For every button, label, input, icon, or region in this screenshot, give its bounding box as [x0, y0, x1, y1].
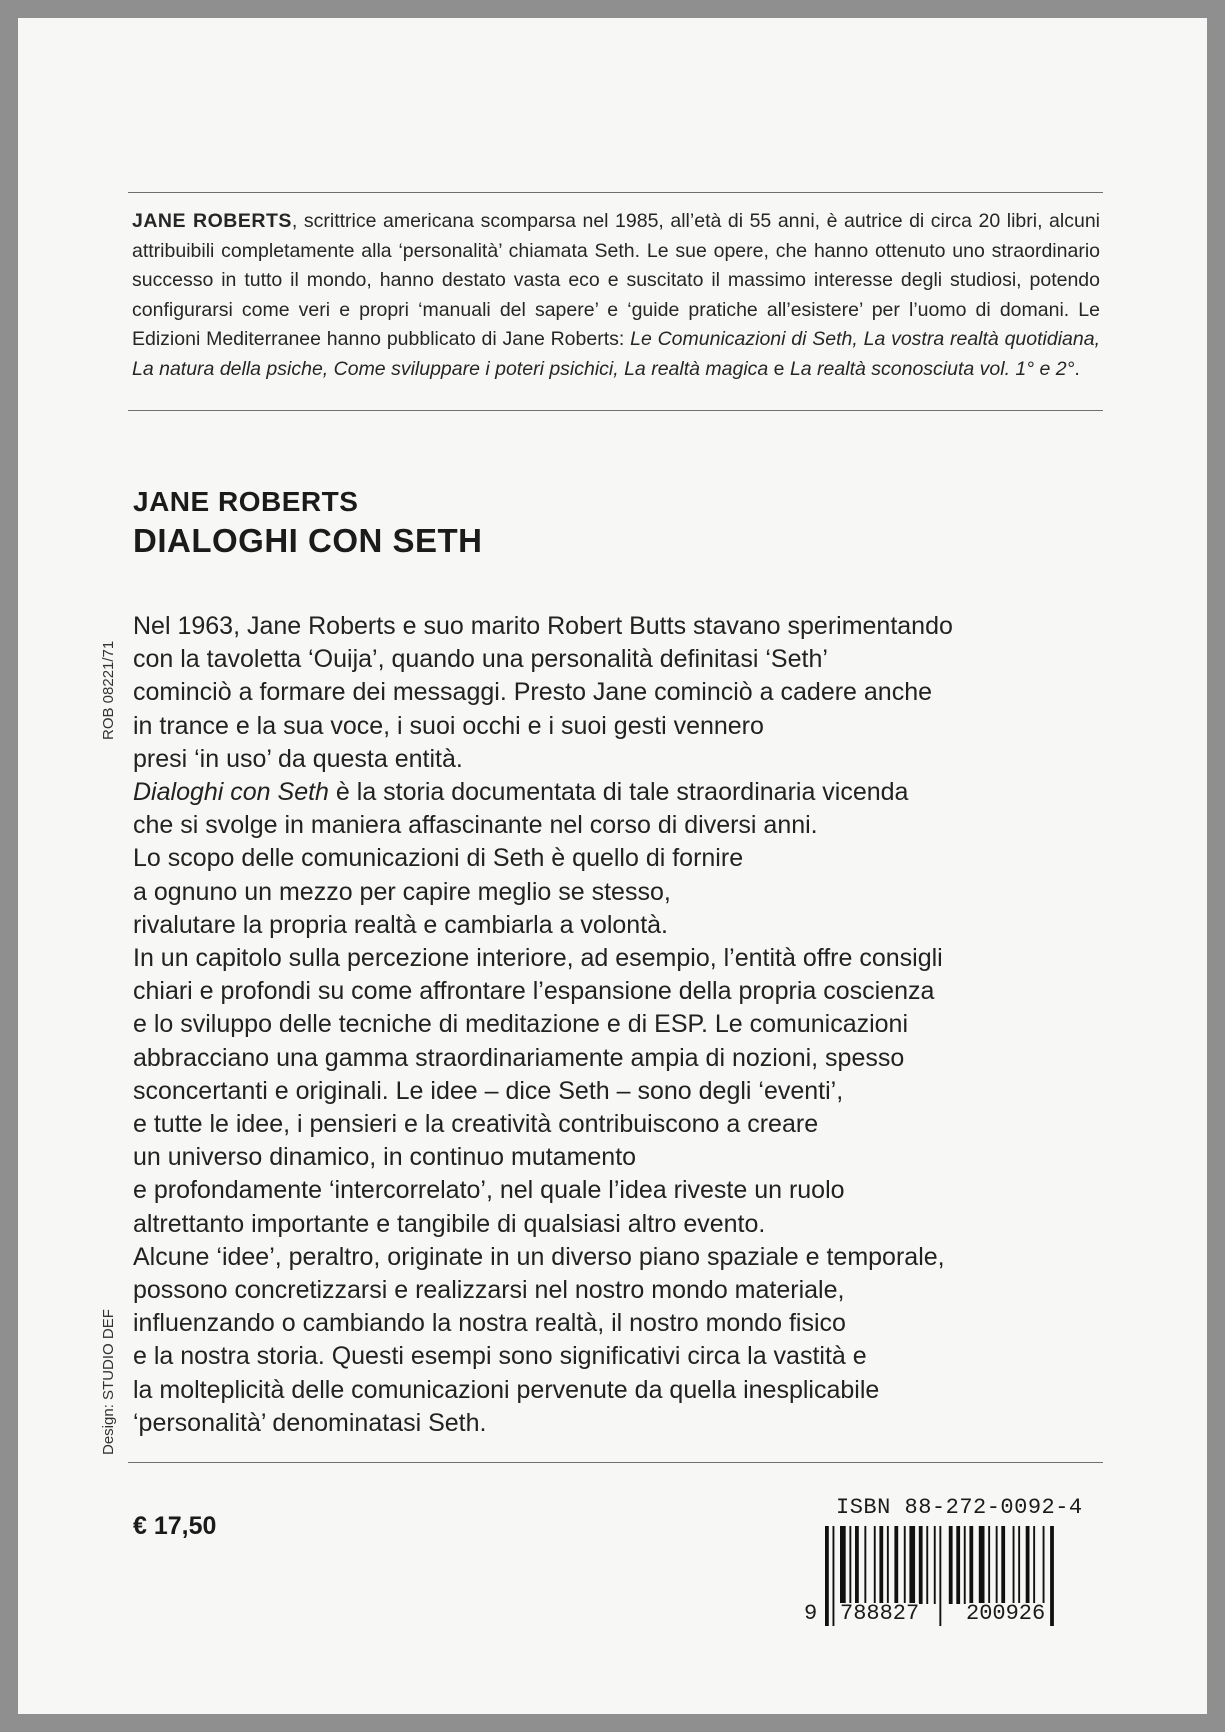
description-line: In un capitolo sulla percezione interiore, ad esempio, l’entità offre consigli — [133, 944, 943, 973]
barcode-bar — [969, 1526, 973, 1604]
barcode-bar — [939, 1526, 941, 1626]
bio-last-title: La realtà sconosciuta vol. 1° e 2° — [789, 357, 1075, 380]
bio-titles: Le Comunicazioni di Seth, La vostra realtà quotidiana, La natura della psiche, Come sviluppare i poteri psichici, La realtà magica — [132, 328, 1100, 380]
description-line: possono concretizzarsi e realizzarsi nel nostro mondo materiale, — [133, 1276, 845, 1305]
description-line: in trance e la sua voce, i suoi occhi e i suoi gesti vennero — [133, 711, 764, 740]
bio-text: , scrittrice americana scomparsa nel 1985, all’età di 55 anni, è autrice di circa 20 libri, alcuni attribuibili completamente alla ‘personalità’ chiamata Seth. Le sue opere, che hanno ottenuto uno straordinario successo in tutto il mondo, hanno destato vasta eco e suscitato il massimo interesse degli studiosi, potendo configurarsi come veri e propri ‘manuali del sapere’ e ‘guide pratiche all’esistere’ per l’uomo di domani. Le Edizioni Mediterranee hanno pubblicato di Jane Roberts: — [132, 210, 1100, 350]
barcode-bar — [1018, 1526, 1020, 1604]
barcode-bar — [909, 1526, 915, 1604]
description-line: sconcertanti e originali. Le idee – dice Seth – sono degli ‘eventi’, — [133, 1076, 844, 1105]
description-line: Nel 1963, Jane Roberts e suo marito Robert Butts stavano sperimentando — [133, 612, 953, 640]
barcode-bar — [879, 1526, 883, 1604]
description-italic-title: Dialoghi con Seth — [133, 778, 329, 807]
barcode-bar — [964, 1526, 966, 1604]
description-line — [133, 776, 1103, 809]
description-line: e la nostra storia. Questi esempi sono significativi circa la vastità e — [133, 1342, 867, 1371]
description-line: rivalutare la propria realtà e cambiarla a volontà. — [133, 910, 668, 939]
barcode-bar — [934, 1526, 936, 1604]
barcode-bar — [1033, 1526, 1035, 1604]
bottom-rule — [128, 1462, 1103, 1463]
barcode-bar — [1013, 1526, 1015, 1604]
barcode-bar — [874, 1526, 876, 1604]
description-line: un universo dinamico, in continuo mutamento — [133, 1143, 637, 1172]
ean-right-digits: 200926 — [966, 1601, 1046, 1626]
barcode-bar — [887, 1526, 889, 1604]
barcode-bar — [849, 1526, 851, 1604]
description-line: e profondamente ‘intercorrelato’, nel quale l’idea riveste un ruolo — [133, 1176, 845, 1205]
author-bio — [132, 207, 1100, 384]
barcode-bar — [864, 1526, 866, 1604]
barcode-bar — [855, 1526, 859, 1604]
book-author: JANE ROBERTS — [133, 486, 359, 517]
back-cover — [18, 18, 1207, 1714]
description-line: chiari e profondi su come affrontare l’espansione della propria coscienza — [133, 977, 935, 1006]
top-rule — [128, 192, 1103, 193]
barcode-bar — [825, 1526, 829, 1626]
barcode-bar — [1043, 1526, 1045, 1604]
barcode-bar — [840, 1526, 846, 1604]
bio-bottom-rule — [128, 410, 1103, 411]
description-line: altrettanto importante e tangibile di qualsiasi altro evento. — [133, 1209, 766, 1238]
description-line: cominciò a formare dei messaggi. Presto Jane cominciò a cadere anche — [133, 678, 933, 707]
ean-left-digits: 788827 — [840, 1601, 920, 1626]
description-line-rest: è la storia documentata di tale straordinaria vicenda — [328, 778, 909, 807]
barcode-bar — [979, 1526, 985, 1604]
description-line: la molteplicità delle comunicazioni pervenute da quella inesplicabile — [133, 1375, 880, 1404]
barcode-bar — [904, 1526, 906, 1604]
description-line: presi ‘in uso’ da questa entità. — [133, 744, 463, 773]
side-code: ROB 08221/71 — [100, 640, 117, 740]
bio-conjunction: e — [768, 357, 790, 380]
description-line: a ognuno un mezzo per capire meglio se stesso, — [133, 877, 671, 906]
description-line: che si svolge in maniera affascinante nel corso di diversi anni. — [133, 811, 818, 840]
description-line: influenzando o cambiando la nostra realtà, il nostro mondo fisico — [133, 1309, 846, 1338]
price: € 17,50 — [133, 1512, 217, 1540]
barcode-bar — [833, 1526, 835, 1626]
description-line: abbracciano una gamma straordinariamente ampia di nozioni, spesso — [133, 1043, 905, 1072]
bio-end: . — [1074, 357, 1080, 380]
bio-author-name: JANE ROBERTS — [132, 210, 292, 232]
barcode-bar — [926, 1526, 928, 1604]
barcode-bar — [988, 1526, 990, 1604]
description-line: ‘personalità’ denominatasi Seth. — [133, 1408, 487, 1437]
barcode-bar — [956, 1526, 960, 1604]
description-line: Alcune ‘idee’, peraltro, originate in un diverso piano spaziale e temporale, — [133, 1242, 945, 1271]
side-design-credit: Design: STUDIO DEF — [100, 1309, 117, 1455]
barcode-bar — [996, 1526, 998, 1604]
barcode-bar — [1050, 1526, 1054, 1626]
book-description — [133, 610, 1103, 1440]
description-line: e tutte le idee, i pensieri e la creatività contribuiscono a creare — [133, 1110, 819, 1139]
barcode-bar — [949, 1526, 953, 1604]
barcode-bar — [1026, 1526, 1030, 1604]
ean-first-digit: 9 — [804, 1601, 818, 1626]
barcode-bar — [894, 1526, 898, 1604]
book-title: DIALOGHI CON SETH — [133, 522, 483, 559]
description-line: Lo scopo delle comunicazioni di Seth è quello di fornire — [133, 844, 744, 873]
description-line: con la tavoletta ‘Ouija’, quando una personalità definitasi ‘Seth’ — [133, 645, 828, 674]
barcode-bar — [1001, 1526, 1005, 1604]
barcode-bar — [919, 1526, 923, 1604]
description-line: e lo sviluppo delle tecniche di meditazione e di ESP. Le comunicazioni — [133, 1010, 909, 1039]
isbn-label: ISBN 88-272-0092-4 — [836, 1495, 1083, 1520]
